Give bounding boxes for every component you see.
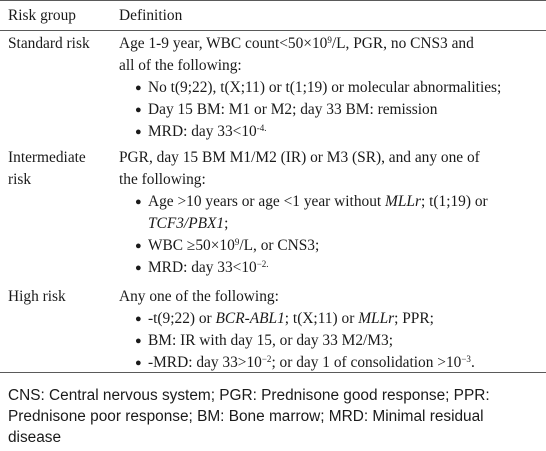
table-footnote: CNS: Central nervous system; PGR: Prednisone good response; PPR: Prednisone poor response; BM: Bone marrow; MRD: Minimal residual disease [8,387,490,446]
row-intermediate-risk-definition [119,147,539,279]
intermediate-risk-criteria: PGR, day 15 BM M1/M2 (IR) or M3 (SR), and any one of [119,149,480,166]
row-high-risk-definition [119,286,539,374]
row-intermediate-risk-group: Intermediate risk [8,149,86,188]
list-item: ● Age >10 years or age <1 year without MLLr; t(1;19) or TCF3/PBX1; [135,193,488,232]
list-item: ● -MRD: day $33>10^{-2}$; or day 1 of consolidation $>10^{-3}$. [119,352,539,374]
bullet-icon: ● [135,196,142,208]
standard-risk-criteria: Age 1-9 year, WBC $count<50\times 10^9/L$, PGR, no CNS3 and [119,35,474,52]
row-high-risk-group: High risk [8,288,66,305]
intermediate-risk-list [119,191,539,279]
header-rule [0,30,546,31]
list-item: ● -t(9;22) or BCR-ABL1; t(X;11) or MLLr; PPR; [119,308,539,330]
header-definition: Definition [119,7,183,24]
bullet-icon: ● [135,262,142,274]
standard-risk-list [119,77,539,143]
list-item: ● Day 15 BM: M1 or M2; day 33 BM: remission [119,99,539,121]
header-risk-group: Risk group [8,7,76,24]
high-risk-criteria: Any one of the following: [119,288,279,305]
high-risk-list [119,308,539,374]
table-top-rule [0,0,546,1]
row-standard-risk-definition [119,33,539,143]
row-standard-risk-group: Standard risk [8,35,90,52]
bullet-icon: ● [135,357,142,369]
bullet-icon: ● [135,335,142,347]
table-bottom-rule [0,372,546,373]
standard-risk-criteria-cont: all of the following: [119,57,242,74]
bullet-icon: ● [135,313,142,325]
list-item: ● BM: IR with day 15, or day 33 M2/M3; [119,330,539,352]
list-item: ● MRD: day $33<10^{-2.}$ [119,257,539,279]
bullet-icon: ● [135,104,142,116]
intermediate-risk-criteria-cont: the following: [119,171,206,188]
list-item: ● No t(9;22), t(X;11) or t(1;19) or molecular abnormalities; [119,77,539,99]
list-item: ● MRD: day $33<10^{-4.}$ [119,121,539,143]
bullet-icon: ● [135,126,142,138]
list-item: ● WBC $\ge 50\times 10^9/L$, or CNS3; [119,235,539,257]
bullet-icon: ● [135,240,142,252]
bullet-icon: ● [135,82,142,94]
